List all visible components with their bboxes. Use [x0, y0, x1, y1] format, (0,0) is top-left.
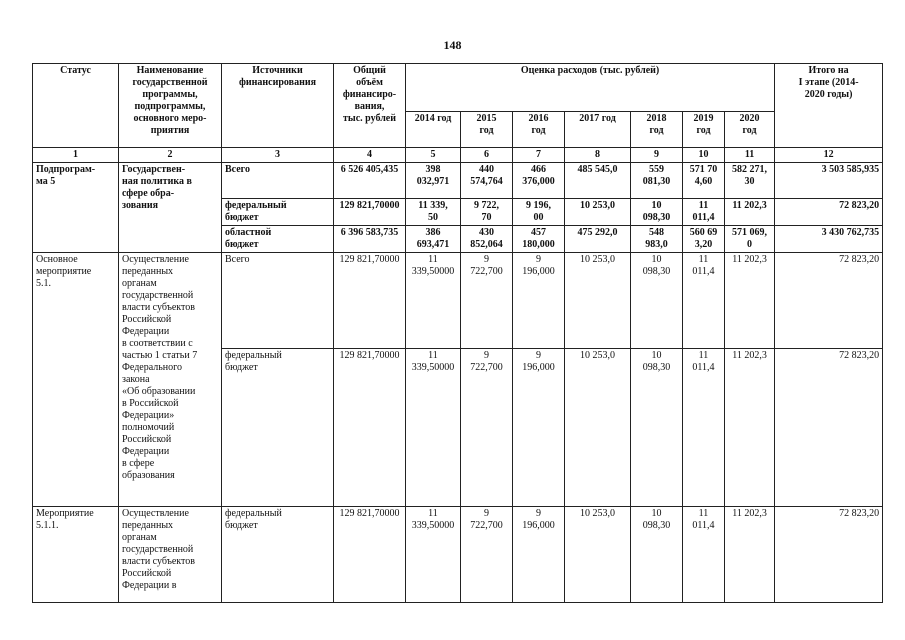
year-cell: 398 032,971 [406, 163, 461, 199]
column-number: 2 [119, 148, 222, 163]
year-cell: 11 011,4 [683, 253, 725, 349]
column-number: 9 [631, 148, 683, 163]
year-cell: 9 196, 00 [513, 199, 565, 226]
summary-cell: 72 823,20 [775, 349, 883, 507]
source-cell: федеральный бюджет [222, 507, 334, 603]
header-total: Общий объём финансиро- вания, тыс. рублей [334, 64, 406, 148]
year-cell: 485 545,0 [565, 163, 631, 199]
source-cell: федеральный бюджет [222, 349, 334, 507]
total-cell: 129 821,70000 [334, 507, 406, 603]
year-cell: 11 339,50000 [406, 507, 461, 603]
source-cell: Всего [222, 163, 334, 199]
total-cell: 129 821,70000 [334, 253, 406, 349]
status-cell: Основное мероприятие 5.1. [33, 253, 119, 507]
year-cell: 11 202,3 [725, 349, 775, 507]
year-cell: 10 098,30 [631, 199, 683, 226]
table-row [33, 253, 883, 349]
year-cell: 9 722,700 [461, 253, 513, 349]
year-cell: 457 180,000 [513, 226, 565, 253]
year-cell: 9 722,700 [461, 349, 513, 507]
column-number: 8 [565, 148, 631, 163]
year-cell: 10 098,30 [631, 253, 683, 349]
header-summary: Итого на I этапе (2014- 2020 годы) [775, 64, 883, 148]
year-cell: 10 098,30 [631, 507, 683, 603]
column-number: 7 [513, 148, 565, 163]
year-cell: 10 253,0 [565, 253, 631, 349]
year-cell: 11 202,3 [725, 199, 775, 226]
column-number: 4 [334, 148, 406, 163]
year-cell: 466 376,000 [513, 163, 565, 199]
year-cell: 430 852,064 [461, 226, 513, 253]
header-year: 2020 год [725, 112, 775, 148]
total-cell: 6 396 583,735 [334, 226, 406, 253]
total-cell: 129 821,70000 [334, 199, 406, 226]
total-cell: 6 526 405,435 [334, 163, 406, 199]
source-cell: федеральный бюджет [222, 199, 334, 226]
header-year: 2015 год [461, 112, 513, 148]
table-row [33, 163, 883, 199]
total-cell: 129 821,70000 [334, 349, 406, 507]
summary-cell: 3 430 762,735 [775, 226, 883, 253]
budget-table [32, 63, 883, 603]
year-cell: 559 081,30 [631, 163, 683, 199]
summary-cell: 72 823,20 [775, 507, 883, 603]
year-cell: 11 011,4 [683, 507, 725, 603]
column-number: 12 [775, 148, 883, 163]
column-number-row [33, 148, 883, 163]
summary-cell: 72 823,20 [775, 253, 883, 349]
column-number: 10 [683, 148, 725, 163]
year-cell: 11 339,50000 [406, 253, 461, 349]
year-cell: 548 983,0 [631, 226, 683, 253]
year-cell: 9 722,700 [461, 507, 513, 603]
year-cell: 11 202,3 [725, 253, 775, 349]
name-cell: Осуществление переданных органам государственной власти субъектов Российской Федерации в [119, 507, 222, 603]
year-cell: 10 253,0 [565, 349, 631, 507]
source-cell: областной бюджет [222, 226, 334, 253]
year-cell: 571 069, 0 [725, 226, 775, 253]
year-cell: 11 011,4 [683, 199, 725, 226]
year-cell: 11 011,4 [683, 349, 725, 507]
year-cell: 386 693,471 [406, 226, 461, 253]
table-row [33, 507, 883, 603]
year-cell: 9 722, 70 [461, 199, 513, 226]
page-number: 148 [443, 38, 462, 52]
year-cell: 10 098,30 [631, 349, 683, 507]
column-number: 5 [406, 148, 461, 163]
year-cell: 475 292,0 [565, 226, 631, 253]
year-cell: 10 253,0 [565, 199, 631, 226]
column-number: 11 [725, 148, 775, 163]
table-header [33, 64, 883, 163]
column-number: 6 [461, 148, 513, 163]
year-cell: 9 196,000 [513, 507, 565, 603]
header-year: 2019 год [683, 112, 725, 148]
name-cell: Осуществление переданных органам государственной власти субъектов Российской Федерации в соответствии с частью 1 статьи 7 Федерального закона «Об образовании в Российской Федерации» полномочий Российской Федерации в сфере образования [119, 253, 222, 507]
source-cell: Всего [222, 253, 334, 349]
name-cell: Государствен- ная политика в сфере обра- зования [119, 163, 222, 253]
year-cell: 9 196,000 [513, 253, 565, 349]
year-cell: 560 69 3,20 [683, 226, 725, 253]
year-cell: 9 196,000 [513, 349, 565, 507]
summary-cell: 3 503 585,935 [775, 163, 883, 199]
summary-cell: 72 823,20 [775, 199, 883, 226]
header-year: 2018 год [631, 112, 683, 148]
status-cell: Подпрограм- ма 5 [33, 163, 119, 253]
year-cell: 11 202,3 [725, 507, 775, 603]
year-cell: 11 339, 50 [406, 199, 461, 226]
status-cell: Мероприятие 5.1.1. [33, 507, 119, 603]
header-estimate: Оценка расходов (тыс. рублей) [406, 64, 775, 112]
year-cell: 440 574,764 [461, 163, 513, 199]
column-number: 3 [222, 148, 334, 163]
header-year: 2017 год [565, 112, 631, 148]
header-status: Статус [33, 64, 119, 148]
year-cell: 571 70 4,60 [683, 163, 725, 199]
header-source: Источники финансирования [222, 64, 334, 148]
header-name: Наименование государственной программы, подпрограммы, основного меро- приятия [119, 64, 222, 148]
year-cell: 11 339,50000 [406, 349, 461, 507]
year-cell: 582 271, 30 [725, 163, 775, 199]
column-number: 1 [33, 148, 119, 163]
year-cell: 10 253,0 [565, 507, 631, 603]
header-year: 2016 год [513, 112, 565, 148]
header-year: 2014 год [406, 112, 461, 148]
